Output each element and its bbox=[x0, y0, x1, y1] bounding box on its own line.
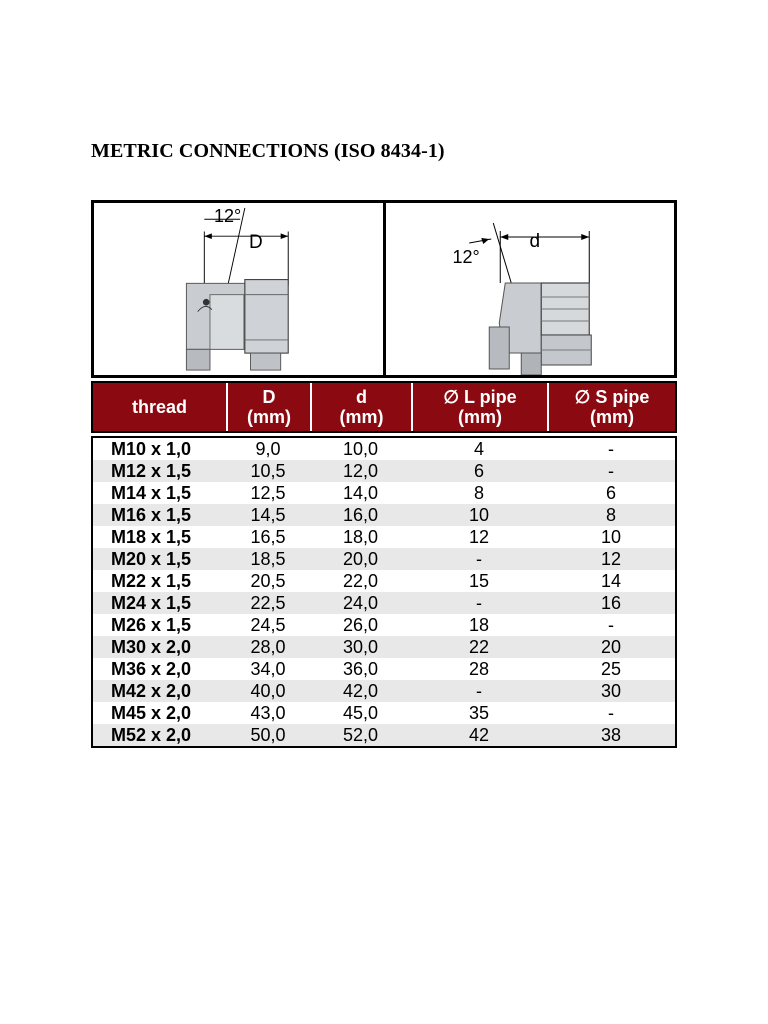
cell-s-pipe: 16 bbox=[547, 592, 676, 614]
cell-d: 18,0 bbox=[310, 526, 411, 548]
cell-D: 40,0 bbox=[226, 680, 310, 702]
cell-thread: M22 x 1,5 bbox=[92, 570, 226, 592]
cell-l-pipe: 22 bbox=[411, 636, 547, 658]
header-line: ∅ S pipe bbox=[574, 387, 650, 407]
cell-s-pipe: 38 bbox=[547, 724, 676, 747]
table-row bbox=[92, 482, 676, 504]
cell-s-pipe: 30 bbox=[547, 680, 676, 702]
page-title: METRIC CONNECTIONS (ISO 8434-1) bbox=[91, 140, 445, 162]
cell-d: 24,0 bbox=[310, 592, 411, 614]
header-line: d bbox=[356, 387, 367, 407]
cell-l-pipe: - bbox=[411, 680, 547, 702]
header-thread bbox=[93, 383, 226, 431]
cell-thread: M24 x 1,5 bbox=[92, 592, 226, 614]
header-D bbox=[226, 383, 310, 431]
male-stud-drawing bbox=[386, 203, 675, 375]
table-row bbox=[92, 658, 676, 680]
cell-d: 20,0 bbox=[310, 548, 411, 570]
header-line: D bbox=[262, 387, 276, 407]
header-line: thread bbox=[131, 397, 187, 417]
cell-thread: M52 x 2,0 bbox=[92, 724, 226, 747]
cell-l-pipe: 35 bbox=[411, 702, 547, 724]
right-fitting-diagram bbox=[383, 203, 675, 375]
cell-l-pipe: 6 bbox=[411, 460, 547, 482]
header-unit: (mm) bbox=[247, 407, 291, 427]
cell-D: 9,0 bbox=[226, 437, 310, 460]
table-row bbox=[92, 570, 676, 592]
cell-l-pipe: 28 bbox=[411, 658, 547, 680]
table-header bbox=[91, 381, 677, 433]
cell-d: 16,0 bbox=[310, 504, 411, 526]
table-row bbox=[92, 636, 676, 658]
cell-d: 10,0 bbox=[310, 437, 411, 460]
cell-l-pipe: 18 bbox=[411, 614, 547, 636]
cell-l-pipe: 4 bbox=[411, 437, 547, 460]
angle-label: 12° bbox=[452, 247, 480, 267]
cell-D: 28,0 bbox=[226, 636, 310, 658]
cell-s-pipe: - bbox=[547, 614, 676, 636]
header-s-pipe bbox=[547, 383, 675, 431]
cell-thread: M45 x 2,0 bbox=[92, 702, 226, 724]
cell-l-pipe: 8 bbox=[411, 482, 547, 504]
header-unit: (mm) bbox=[590, 407, 634, 427]
cell-l-pipe: 10 bbox=[411, 504, 547, 526]
diagram-box bbox=[91, 200, 677, 378]
cell-l-pipe: 12 bbox=[411, 526, 547, 548]
header-unit: (mm) bbox=[339, 407, 384, 427]
table-row bbox=[92, 592, 676, 614]
cell-s-pipe: 14 bbox=[547, 570, 676, 592]
table-row bbox=[92, 680, 676, 702]
cell-D: 20,5 bbox=[226, 570, 310, 592]
cell-l-pipe: - bbox=[411, 592, 547, 614]
cell-s-pipe: 8 bbox=[547, 504, 676, 526]
dimension-label-D: D bbox=[249, 232, 263, 253]
table-row bbox=[92, 437, 676, 460]
cell-s-pipe: 25 bbox=[547, 658, 676, 680]
cell-thread: M14 x 1,5 bbox=[92, 482, 226, 504]
cell-D: 16,5 bbox=[226, 526, 310, 548]
cell-D: 12,5 bbox=[226, 482, 310, 504]
cell-thread: M18 x 1,5 bbox=[92, 526, 226, 548]
cell-d: 52,0 bbox=[310, 724, 411, 747]
cell-d: 12,0 bbox=[310, 460, 411, 482]
table-row bbox=[92, 724, 676, 747]
table-row bbox=[92, 548, 676, 570]
cell-d: 42,0 bbox=[310, 680, 411, 702]
cell-d: 22,0 bbox=[310, 570, 411, 592]
table-row bbox=[92, 504, 676, 526]
female-nut-drawing bbox=[94, 203, 383, 375]
header-d bbox=[310, 383, 411, 431]
cell-D: 43,0 bbox=[226, 702, 310, 724]
table-row bbox=[92, 526, 676, 548]
table-row bbox=[92, 614, 676, 636]
cell-s-pipe: 20 bbox=[547, 636, 676, 658]
cell-thread: M12 x 1,5 bbox=[92, 460, 226, 482]
cell-l-pipe: 42 bbox=[411, 724, 547, 747]
cell-s-pipe: - bbox=[547, 460, 676, 482]
cell-l-pipe: 15 bbox=[411, 570, 547, 592]
cell-D: 18,5 bbox=[226, 548, 310, 570]
cell-thread: M42 x 2,0 bbox=[92, 680, 226, 702]
cell-D: 24,5 bbox=[226, 614, 310, 636]
cell-d: 30,0 bbox=[310, 636, 411, 658]
cell-thread: M36 x 2,0 bbox=[92, 658, 226, 680]
angle-label: 12° bbox=[214, 206, 242, 226]
cell-D: 50,0 bbox=[226, 724, 310, 747]
table-row bbox=[92, 460, 676, 482]
thread-table bbox=[91, 436, 677, 748]
cell-d: 26,0 bbox=[310, 614, 411, 636]
cell-s-pipe: 12 bbox=[547, 548, 676, 570]
cell-thread: M20 x 1,5 bbox=[92, 548, 226, 570]
cell-D: 22,5 bbox=[226, 592, 310, 614]
cell-D: 34,0 bbox=[226, 658, 310, 680]
dimension-label-d: d bbox=[529, 231, 541, 252]
cell-s-pipe: - bbox=[547, 702, 676, 724]
cell-s-pipe: - bbox=[547, 437, 676, 460]
cell-s-pipe: 6 bbox=[547, 482, 676, 504]
cell-D: 14,5 bbox=[226, 504, 310, 526]
cell-d: 14,0 bbox=[310, 482, 411, 504]
cell-d: 45,0 bbox=[310, 702, 411, 724]
cell-thread: M10 x 1,0 bbox=[92, 437, 226, 460]
cell-D: 10,5 bbox=[226, 460, 310, 482]
header-line: ∅ L pipe bbox=[443, 387, 517, 407]
cell-s-pipe: 10 bbox=[547, 526, 676, 548]
cell-d: 36,0 bbox=[310, 658, 411, 680]
table-row bbox=[92, 702, 676, 724]
header-unit: (mm) bbox=[458, 407, 502, 427]
cell-thread: M26 x 1,5 bbox=[92, 614, 226, 636]
left-fitting-diagram bbox=[94, 203, 383, 375]
cell-thread: M30 x 2,0 bbox=[92, 636, 226, 658]
cell-thread: M16 x 1,5 bbox=[92, 504, 226, 526]
cell-l-pipe: - bbox=[411, 548, 547, 570]
header-l-pipe bbox=[411, 383, 547, 431]
